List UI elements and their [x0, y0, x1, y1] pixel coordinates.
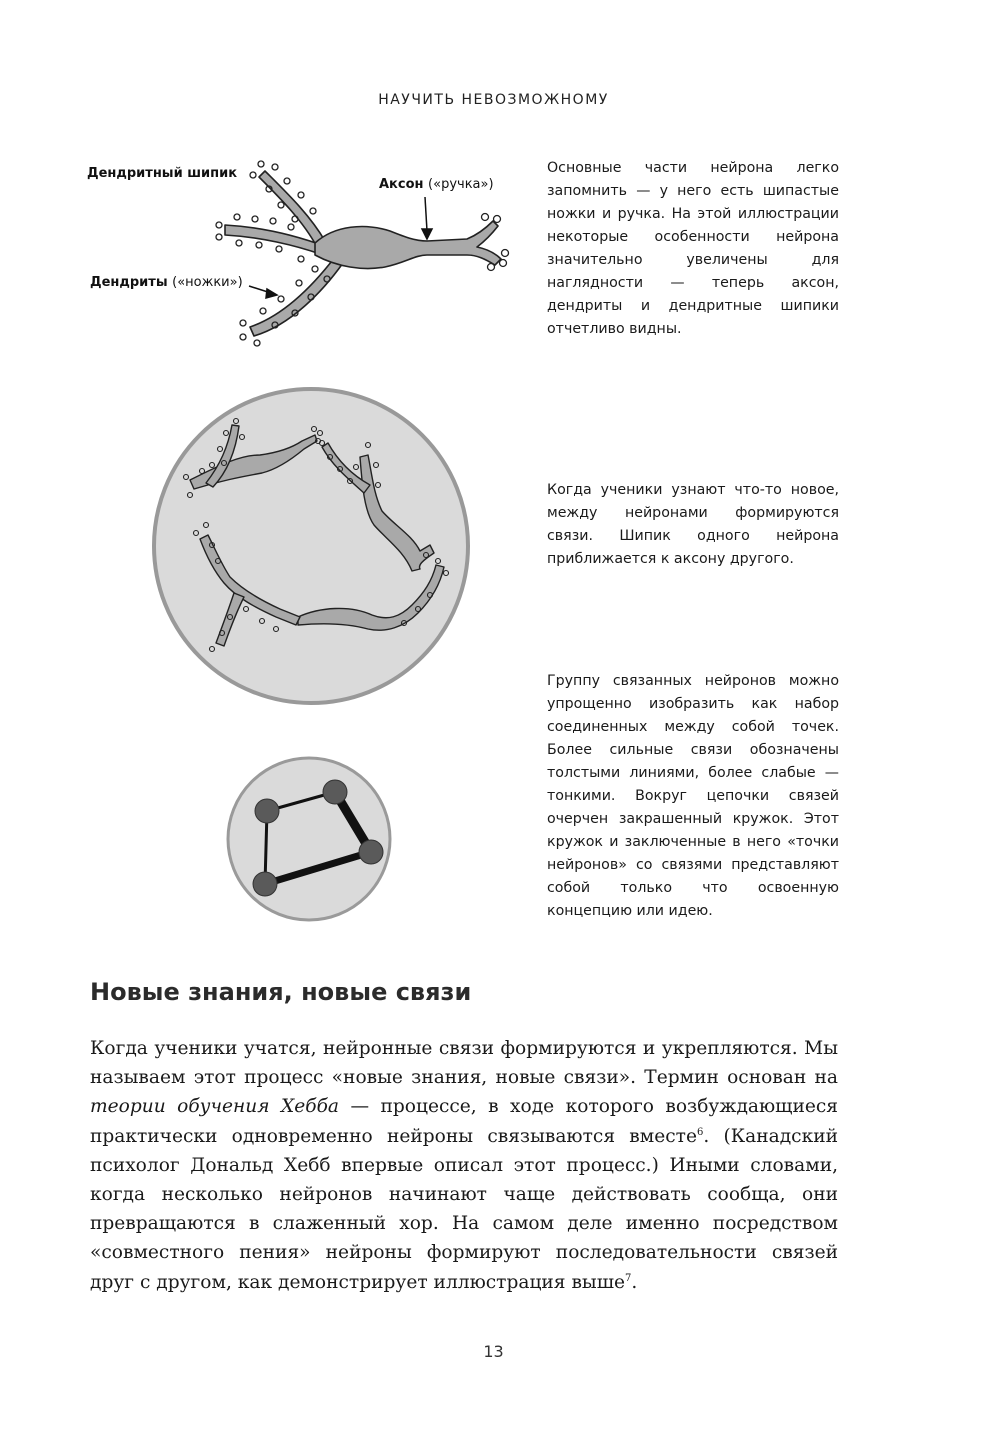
- figure2-caption: Когда ученики узнают что-то новое, между нейронами формируются связи. Шипик одного нейрона приближается к аксону другого.: [547, 482, 839, 567]
- body-text-3: . (Канадский психолог Дональд Хебб впервые описал этот процесс.) Иными словами, когда несколько нейронов начинают чаще действовать сообща, они превращаются в слаженный хор. На самом деле именно посредством «совместного пения» нейроны формируют последовательности связей друг с другом, как демонстрирует иллюстрация выше: [90, 1125, 838, 1293]
- label-dendrites-paren: («ножки»): [172, 275, 243, 290]
- label-axon: [379, 177, 494, 192]
- running-head: НАУЧИТЬ НЕВОЗМОЖНОМУ: [378, 92, 609, 108]
- neuron-dot: [323, 780, 347, 804]
- body-text-2: — процессе, в ходе которого возбуждающиеся практически одновременно нейроны связываются вместе: [90, 1096, 838, 1147]
- neuron-dot-graph: [225, 755, 393, 923]
- connected-neurons-circle: [150, 385, 472, 707]
- figure1-caption: Основные части нейрона легко запомнить — у него есть шипастые ножки и ручка. На этой иллюстрации некоторые особенности нейрона значительно увеличены для наглядности — теперь аксон, дендриты и дендритные шипики отчетливо видны.: [547, 160, 839, 337]
- neuron-dot: [255, 799, 279, 823]
- body-paragraph: [90, 1034, 838, 1297]
- page-number: 13: [483, 1342, 504, 1361]
- label-dendrites: [90, 275, 243, 290]
- label-dendrites-main: Дендриты: [90, 275, 168, 290]
- figure3-caption: Группу связанных нейронов можно упрощенно изобразить как набор соединенных между собой точек. Более сильные связи обозначены толстыми линиями, более слабые — тонкими. Вокруг цепочки связей очерчен закрашенный кружок. Этот кружок и заключенные в него «точки нейронов» со связями представляют собой только что освоенную концепцию или идею.: [547, 673, 839, 919]
- label-axon-paren: («ручка»): [428, 177, 494, 192]
- neuron-dot: [253, 872, 277, 896]
- label-axon-main: Аксон: [379, 177, 424, 192]
- footnote-ref-6[interactable]: 6: [696, 1126, 704, 1138]
- body-text-1: Когда ученики учатся, нейронные связи формируются и укрепляются. Мы называем этот процесс «новые знания, новые связи». Термин основан на: [90, 1038, 838, 1089]
- body-text-4: .: [631, 1271, 638, 1293]
- body-text-emphasis: теории обучения Хебба: [90, 1096, 340, 1118]
- section-heading: Новые знания, новые связи: [90, 978, 472, 1006]
- neuron-dot: [359, 840, 383, 864]
- label-dendritic-spine: Дендритный шипик: [87, 166, 238, 181]
- footnote-ref-7[interactable]: 7: [625, 1272, 632, 1284]
